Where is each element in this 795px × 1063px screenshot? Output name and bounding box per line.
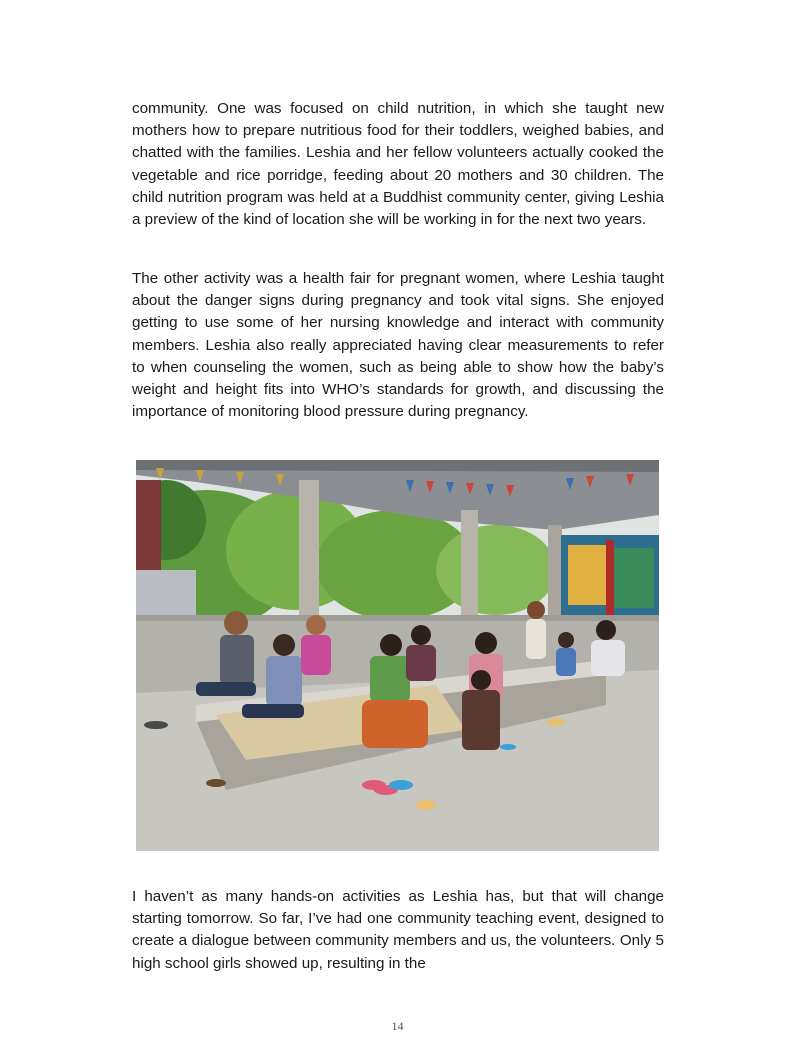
- body-paragraph-3: I haven’t as many hands-on activities as Leshia has, but that will change starting tomorrow. So far, I’ve had one community teaching event, designed to create a dialogue between community members and us, the volunteers. Only 5 high school girls showed up, resulting in the: [132, 888, 664, 972]
- page-number: 14: [391, 1019, 404, 1033]
- body-paragraph-1: community. One was focused on child nutrition, in which she taught new mothers how to prepare nutritious food for their toddlers, weighed babies, and chatted with the families. Leshia and her fellow volunteers actually cooked the vegetable and rice porridge, feeding about 20 mothers and 30 children. The child nutrition program was held at a Buddhist community center, giving Leshia a preview of the kind of location she will be working in for the next two years.: [132, 100, 664, 229]
- body-paragraph-2: The other activity was a health fair for pregnant women, where Leshia taught about the danger signs during pregnancy and took vital signs. She enjoyed getting to use some of her nursing knowledge and interact with community members. Leshia also really appreciated having clear measurements to refer to when counseling the women, such as being able to show how the baby’s weight and height fits into WHO’s standards for growth, and discussing the importance of monitoring blood pressure during pregnancy.: [132, 270, 664, 421]
- community-gathering-photo: [136, 460, 659, 851]
- photo-illustration: [136, 460, 659, 851]
